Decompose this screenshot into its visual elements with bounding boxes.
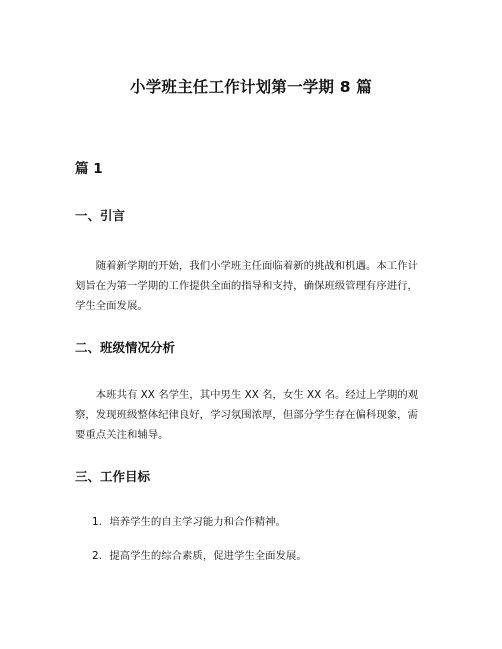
section-heading-class-analysis: 二、班级情况分析 <box>75 340 176 355</box>
part-label: 篇 1 <box>75 161 103 177</box>
section-paragraph-introduction: 随着新学期的开始，我们小学班主任面临着新的挑战和机遇。本工作计划旨在为第一学期的工作提供全面的指导和支持，确保班级管理有序进行，学生全面发展。 <box>75 260 418 312</box>
list-item-number: 1. <box>92 516 102 528</box>
section-heading-work-goals: 三、工作目标 <box>75 469 151 484</box>
document-title: 小学班主任工作计划第一学期 8 篇 <box>130 78 372 96</box>
section-heading-introduction: 一、引言 <box>75 208 126 223</box>
section-paragraph-class-analysis: 本班共有 XX 名学生，其中男生 XX 名，女生 XX 名。经过上学期的观察，发现班级整体纪律良好，学习氛围浓厚，但部分学生存在偏科现象，需要重点关注和辅导。 <box>75 389 419 441</box>
goals-list <box>92 514 422 582</box>
list-item-number: 2. <box>92 550 102 562</box>
list-item <box>92 514 422 530</box>
list-item-text: 提高学生的综合素质，促进学生全面发展。 <box>109 550 307 562</box>
list-item-text: 培养学生的自主学习能力和合作精神。 <box>109 516 286 528</box>
list-item <box>92 548 422 564</box>
